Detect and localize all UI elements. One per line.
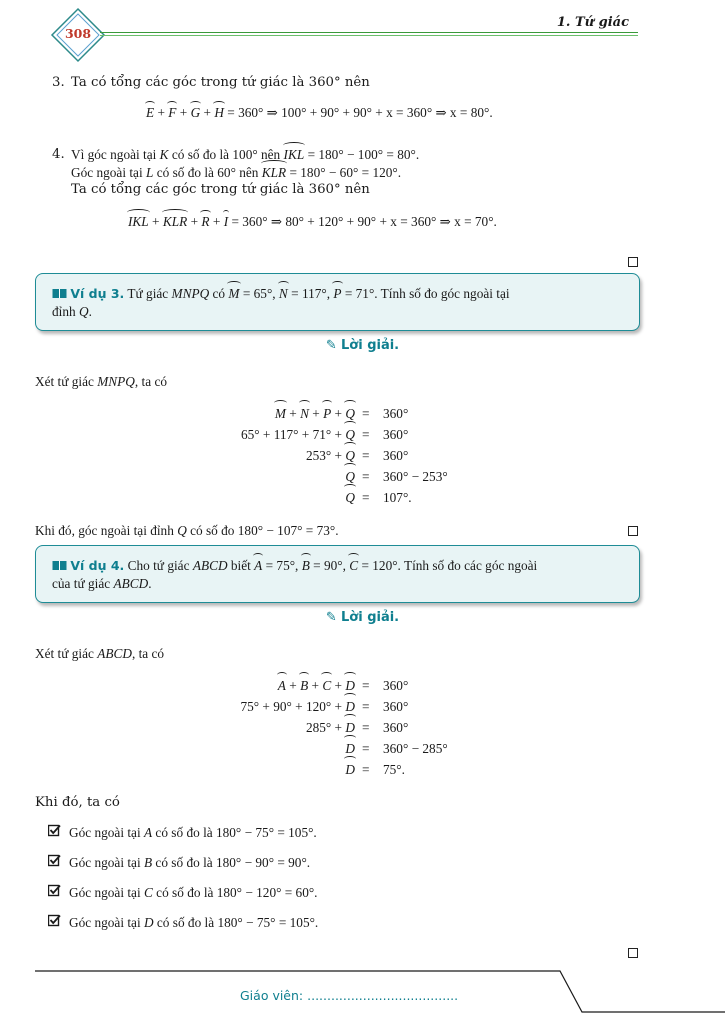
footer-teacher — [240, 988, 458, 1003]
checkbox-checked-icon — [48, 884, 61, 897]
solution-3-label: Lời giải. — [341, 338, 400, 353]
item-4-line-2: Góc ngoài tại L có số đo là 60° nên KLR = 180° − 60° = 120°. — [71, 165, 402, 180]
checkbox-checked-icon — [48, 854, 61, 867]
solution-3-intro: Xét tứ giác MNPQ, ta có — [35, 374, 168, 389]
solution-3-conclusion: Khi đó, góc ngoài tại đỉnh Q có số đo 180° − 107° = 73°. — [35, 523, 339, 538]
solution-3-equation-array: M + N + P + Q 65° + 117° + 71° + Q 253° + Q Q Q = = = = = 360° 360° 360° 360° − 253° 107°. — [200, 404, 500, 509]
example-4-title: Ví dụ 4. — [70, 558, 125, 573]
teacher-blank: ...................................... — [307, 988, 459, 1003]
item-4-line-3: Ta có tổng các góc trong tứ giác là 360° nên — [71, 182, 370, 197]
qed-square-icon — [628, 257, 638, 267]
checkbox-checked-icon — [48, 914, 61, 927]
item-3-number: 3. — [52, 75, 65, 90]
solution-4-heading — [0, 610, 725, 625]
example-3-statement: Ví dụ 3. Tứ giác MNPQ có M = 65°, N = 117°, P = 71°. Tính số đo góc ngoài tại đỉnh Q. — [52, 286, 510, 319]
edit-icon: ✎ — [325, 610, 337, 625]
checkbox-checked-icon — [48, 824, 61, 837]
qed-square-icon — [628, 526, 638, 536]
solution-3-heading — [0, 338, 725, 353]
edit-icon: ✎ — [325, 338, 337, 353]
item-3-equation: E + F + G + H = 360° ⇒ 100° + 90° + 90° + x = 360° ⇒ x = 80°. — [146, 105, 493, 120]
teacher-label: Giáo viên: — [240, 988, 304, 1003]
header-line-thin — [100, 35, 638, 36]
checklist-item: Góc ngoài tại B có số đo là 180° − 90° = 90°. — [48, 853, 310, 873]
solution-4-conclusion: Khi đó, ta có — [35, 795, 120, 810]
checklist-item: Góc ngoài tại C có số đo là 180° − 120° = 60°. — [48, 883, 318, 903]
item-4-line-1: Vì góc ngoài tại K có số đo là 100° nên IKL = 180° − 100° = 80°. — [71, 147, 420, 162]
qed-square-icon — [628, 948, 638, 958]
item-4-number: 4. — [52, 147, 65, 162]
solution-4-equation-array: A + B + C + D 75° + 90° + 120° + D 285° + D D D = = = = = 360° 360° 360° 360° − 285° 75°. — [200, 676, 500, 781]
item-4-equation: IKL + KLR + R + I = 360° ⇒ 80° + 120° + 90° + x = 360° ⇒ x = 70°. — [128, 214, 497, 229]
book-icon — [52, 288, 67, 299]
checklist-item: Góc ngoài tại A có số đo là 180° − 75° = 105°. — [48, 823, 317, 843]
example-4-statement: Ví dụ 4. Cho tứ giác ABCD biết A = 75°, B = 90°, C = 120°. Tính số đo các góc ngoài của tứ giác ABCD. — [52, 558, 538, 591]
item-3-text: Ta có tổng các góc trong tứ giác là 360° nên — [71, 75, 370, 90]
header-line — [100, 32, 638, 33]
solution-4-label: Lời giải. — [341, 610, 400, 625]
section-title: 1. Tứ giác — [556, 15, 629, 30]
example-3-title: Ví dụ 3. — [70, 286, 125, 301]
page-number: 308 — [64, 26, 92, 41]
checklist-item: Góc ngoài tại D có số đo là 180° − 75° = 105°. — [48, 913, 318, 933]
solution-4-intro: Xét tứ giác ABCD, ta có — [35, 646, 165, 661]
book-icon — [52, 560, 67, 571]
